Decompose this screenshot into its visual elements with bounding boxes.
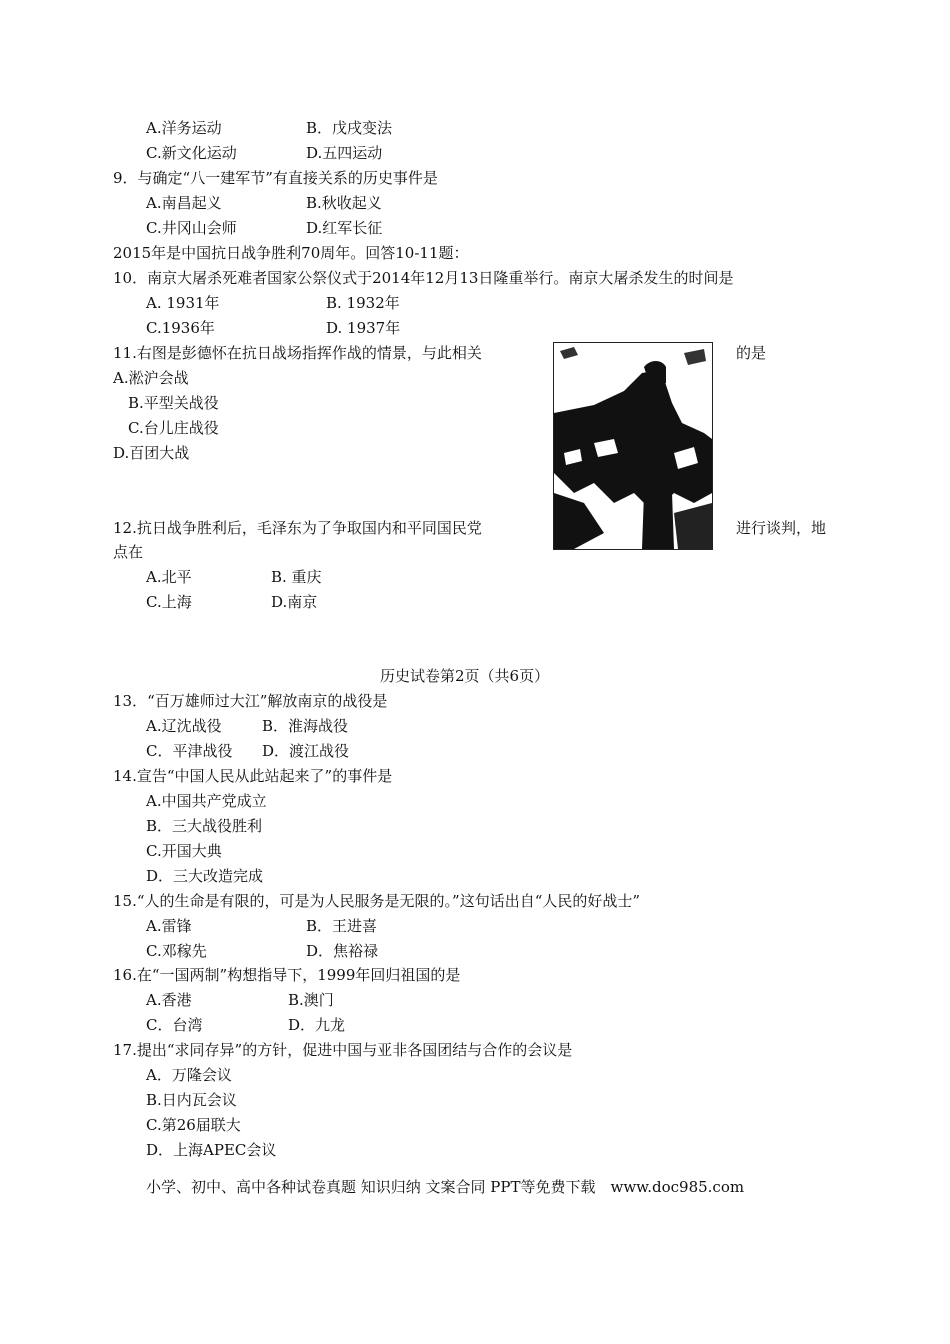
q17-option-a: A．万隆会议 (146, 1066, 232, 1084)
q16-option-a: A.香港 (146, 991, 192, 1009)
q13-option-d: D．渡江战役 (262, 742, 350, 760)
q12-stem-left: 12.抗日战争胜利后，毛泽东为了争取国内和平同国民党 (113, 519, 482, 537)
q15-option-b: B．王进喜 (306, 917, 378, 935)
q14-option-d: D．三大改造完成 (146, 867, 264, 885)
q11-option-d: D.百团大战 (113, 444, 190, 462)
q13-option-a: A.辽沈战役 (146, 717, 222, 735)
q12-option-c: C.上海 (146, 593, 192, 611)
q9-option-d: D.红军长征 (306, 219, 383, 237)
q11-option-a: A.淞沪会战 (113, 369, 189, 387)
q15-option-a: A.雷锋 (146, 917, 192, 935)
q12-stem-continued: 点在 (113, 543, 144, 561)
q9-option-a: A.南昌起义 (146, 194, 222, 212)
q9-option-b: B.秋收起义 (306, 194, 382, 212)
q14-option-a: A.中国共产党成立 (146, 792, 267, 810)
q12-option-a: A.北平 (146, 568, 192, 586)
q11-option-b: B.平型关战役 (128, 394, 219, 412)
q17-stem: 17.提出“求同存异”的方针，促进中国与亚非各国团结与合作的会议是 (113, 1041, 573, 1059)
q13-stem: 13．“百万雄师过大江”解放南京的战役是 (113, 692, 388, 710)
q17-option-c: C.第26届联大 (146, 1116, 241, 1134)
q9-option-c: C.井冈山会师 (146, 219, 237, 237)
q16-option-c: C．台湾 (146, 1016, 203, 1034)
q15-stem: 15.“人的生命是有限的，可是为人民服务是无限的。”这句话出自“人民的好战士” (113, 892, 641, 910)
intro-10-11: 2015年是中国抗日战争胜利70周年。回答10-11题： (113, 244, 469, 262)
q8-option-b: B．戊戌变法 (306, 119, 393, 137)
q11-stem-left: 11.右图是彭德怀在抗日战场指挥作战的情景，与此相关 (113, 344, 482, 362)
q17-option-b: B.日内瓦会议 (146, 1091, 237, 1109)
q12-option-b: B. 重庆 (271, 568, 322, 586)
footer-download-notice: 小学、初中、高中各种试卷真题 知识归纳 文案合同 PPT等免费下载 www.doc985.com (146, 1178, 745, 1196)
q11-option-c: C.台儿庄战役 (128, 419, 219, 437)
q10-option-b: B. 1932年 (326, 294, 400, 312)
q12-option-d: D.南京 (271, 593, 318, 611)
q9-stem: 9．与确定“八一建军节”有直接关系的历史事件是 (113, 169, 438, 187)
q14-option-c: C.开国大典 (146, 842, 222, 860)
q15-option-c: C.邓稼先 (146, 942, 207, 960)
q16-option-b: B.澳门 (288, 991, 334, 1009)
q16-option-d: D．九龙 (288, 1016, 346, 1034)
q17-option-d: D．上海APEC会议 (146, 1141, 277, 1159)
q15-option-d: D．焦裕禄 (306, 942, 379, 960)
page-label: 历史试卷第2页（共6页） (380, 667, 550, 685)
q14-stem: 14.宣告“中国人民从此站起来了”的事件是 (113, 767, 393, 785)
q8-option-a: A.洋务运动 (146, 119, 222, 137)
peng-dehuai-photo (553, 342, 713, 550)
q10-option-a: A. 1931年 (146, 294, 220, 312)
q16-stem: 16.在“一国两制”构想指导下，1999年回归祖国的是 (113, 966, 461, 984)
q8-option-c: C.新文化运动 (146, 144, 237, 162)
q13-option-b: B．淮海战役 (262, 717, 349, 735)
q10-stem: 10．南京大屠杀死难者国家公祭仪式于2014年12月13日隆重举行。南京大屠杀发生的时间是 (113, 269, 734, 287)
q11-stem-right: 的是 (736, 344, 767, 362)
q14-option-b: B．三大战役胜利 (146, 817, 263, 835)
q12-stem-right: 进行谈判，地 (736, 519, 827, 537)
q13-option-c: C．平津战役 (146, 742, 233, 760)
q10-option-d: D. 1937年 (326, 319, 401, 337)
q8-option-d: D.五四运动 (306, 144, 383, 162)
q10-option-c: C.1936年 (146, 319, 215, 337)
